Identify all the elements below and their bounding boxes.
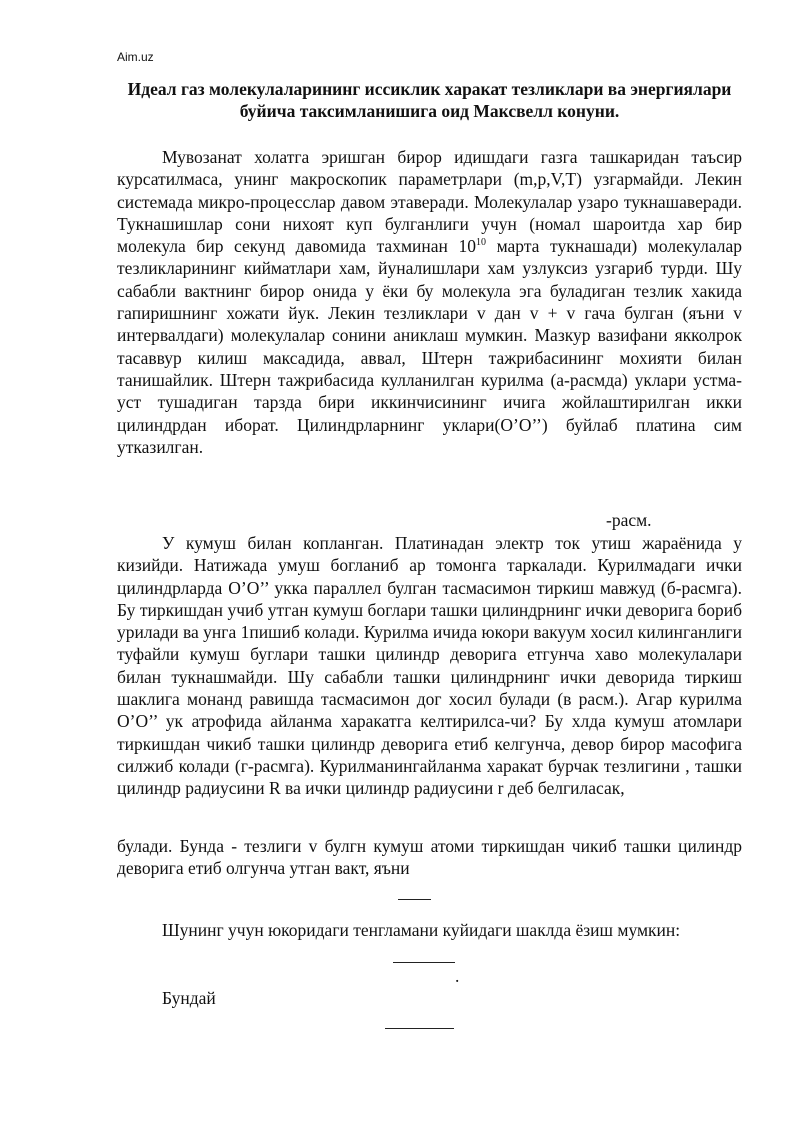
paragraph-intro-text-a: Мувозанат холатга эришган бирор идишдаги газга ташкаридан таъсир курсатилмаса, унинг макроскопик параметрлари (m,p,V,T) узгармайди. Лекин системада микро-процесслар давом этаверади. Молекулалар узаро тукнашаверади. Тукнашишлар сони нихоят куп булганлиги учун (номал шароитда хар бир молекула бир секунд давомида тахминан 10 (117, 147, 742, 257)
paragraph-conclusion: Бундай (162, 988, 216, 1008)
formula-period: . (455, 966, 460, 986)
page-title: Идеал газ молекулаларининг иссиклик харакат тезликлари ва энергиялари буйича таксимланишига оид Максвелл конуни. (127, 79, 732, 121)
site-label: Aim.uz (117, 50, 154, 64)
paragraph-intro (117, 146, 742, 458)
paragraph-experiment: У кумуш билан копланган. Платинадан электр ток утиш жараёнида у кизийди. Натижада умуш богланиб ар томонга таркалади. Курилмадаги ички цилиндрларда О’О’’ укка параллел булган тасмасимон тиркиш мавжуд (б-расмга). Бу тиркишдан учиб утган кумуш боглари ташки цилиндрнинг ички деворига бориб урилади ва унга 1пишиб колади. Курилма ичида юкори вакуум хосил килинганлиги туфайли кумуш буглари ташки цилиндр деворига етгунча хаво молекулалари билан тукнашмайди. Шу сабабли ташки цилиндрнинг ички деворида тиркиш шаклига монанд равишда тасмасимон дог хосил булади (в расм.). Агар курилма О’О’’ ук атрофида айланма харакатга келтирилса-чи? Бу хлда кумуш атомлари тиркишдан чикиб ташки цилиндр деворига етиб келгунча, девор бирор масофига силжиб колади (г-расмга). Курилманингайланма харакат бурчак тезлигини , ташки цилиндр радиусини R ва ички цилиндр радиусини r деб белгиласак, (117, 533, 742, 799)
paragraph-intro-text-b: марта тукнашади) молекулалар тезликларининг кийматлари хам, йуналишлари хам узлуксиз узгариб турди. Шу сабабли вактнинг бирор онида у ёки бу молекула эга буладиган тезлик хакида гапиришнинг хожати йук. Лекин тезликлари v дан v + v гача булган (яъни v интервалдаги) молекулалар сонини аниклаш мумкин. Мазкур вазифани якколрок тасаввур килиш максадида, аввал, Штерн тажрибасининг мохияти билан танишайлик. Штерн тажрибасида кулланилган курилма (а-расмда) уклари устма-уст тушадиган тарзда бири иккинчисининг ичига жойлаштирилган икки цилиндрдан иборат. Цилиндрларнинг уклари(О’О’’) буйлаб платина сим утказилган. (117, 236, 742, 457)
formula-fraction-line-2 (393, 962, 455, 963)
formula-fraction-line-3 (385, 1028, 454, 1029)
exponent: 10 (475, 237, 486, 249)
figure-caption: -расм. (606, 510, 652, 530)
formula-fraction-line-1 (398, 899, 431, 900)
paragraph-time-definition: булади. Бунда - тезлиги v булгн кумуш атоми тиркишдан чикиб ташки цилиндр деворига етиб олгунча утган вакт, яъни (117, 836, 742, 879)
paragraph-equation-intro: Шунинг учун юкоридаги тенгламани куйидаги шаклда ёзиш мумкин: (162, 920, 681, 940)
